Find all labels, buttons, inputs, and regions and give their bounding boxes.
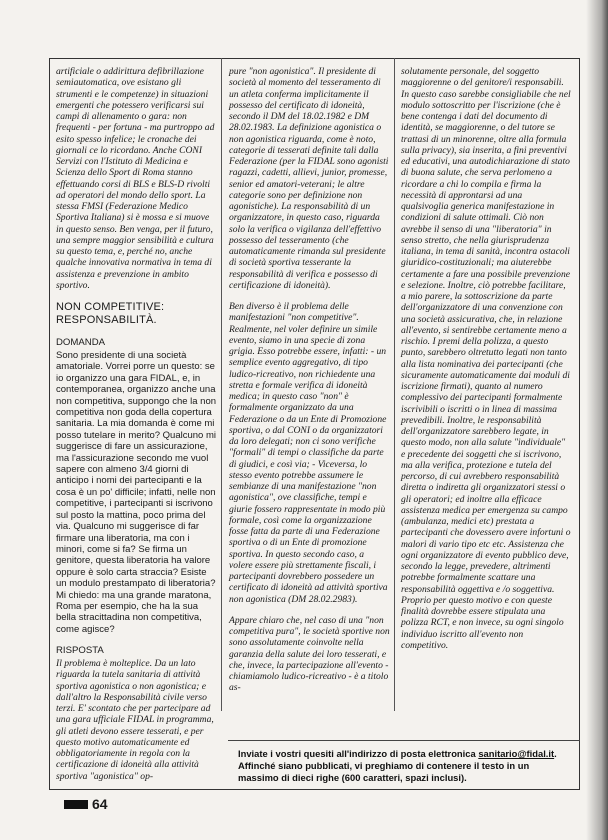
footer-rule [228, 740, 580, 741]
footer-text [238, 748, 572, 784]
question-text: Sono presidente di una società amatoriale. Vorrei porre un questo: se io organizzo una gara FIDAL, e, in contemporanea, organizzo anche una non competitiva, suppongo che la non competitiva non goda della copertura sanitaria. La mia domanda è come mi posso tutelare in merito? Qualcuno mi suggerisce di fare un assicurazione, ma l'assicurazione secondo me vuol sapere con almeno 3/4 giorni di anticipo i nomi dei partecipanti e la cosa è un po' difficile; infatti, nelle non competitive, i partecipanti si iscrivono sul posto la mattina, poco prima del via. Qualcuno mi suggerisce di far firmare una liberatoria, ma con i minori, come si fa? Se firma un genitore, questa liberatoria ha valore oppure è solo carta straccia? Esiste un modulo prestampato di liberatoria? Mi chiedo: ma una grande maratona, Roma per esempio, che ha la sua bella stracittadina non competitiva, come agisce? [56, 350, 217, 635]
column-3 [401, 66, 571, 736]
column-rule-1 [221, 58, 222, 711]
section-title [56, 301, 217, 327]
page-number-block [64, 800, 88, 809]
section-title-line-1: NON COMPETITIVE: [56, 301, 165, 313]
footer-text-before: Inviate i vostri quesiti all'indirizzo di posta elettronica [238, 748, 479, 759]
column-2 [229, 66, 390, 736]
column-rule-2 [394, 58, 395, 711]
page-edge-shadow [586, 0, 608, 840]
intro-paragraph: artificiale o addirittura defibrillazione semiautomatica, ove esistano gli strumenti e le competenze) in situazioni emergenti che potessero verificarsi sui campi di allenamento o gara: non frequenti - per fortuna - ma purtroppo ad esito spesso infelice; le cronache dei giornali ce lo ricordano. Anche CONI Servizi con l'Istituto di Medicina e Scienza dello Sport di Roma stanno effettuando corsi di BLS e BLS-D rivolti ad operatori del mondo dello sport. La stessa FMSI (Federazione Medico Sportiva Italiana) si è mossa e si muove in questo senso. Ben venga, per il futuro, una sempre maggior sensibilità e cultura su questo tema, e, perché no, anche qualche innovativa normativa in tema di assistenza e prevenzione in ambito sportivo. [56, 66, 215, 291]
col3-paragraph-1: solutamente personale, del soggetto maggiorenne o del genitore/i responsabili. In questo caso sarebbe consigliabile che nel modulo sottoscritto per l'iscrizione (che è bene contenga i dati del documento di identità, se maggiorenne, o del tutore se trattasi di un minorenne, oltre alla formula sulla privacy), sia inserita, a fini preventivi ed educativi, una autodichiarazione di stato di buona salute, che serva perlomeno a ricordare a chi lo compila e firma la necessità di approntarsi ad una qualsivoglia generica manifestazione in condizioni di salute ottimali. Ciò non avrebbe il senso di una "liberatoria" in senso stretto, che nella giurisprudenza italiana, in tema di sanità, incontra ostacoli giuridico-costituzionali; ma aiuterebbe certamente a fare una possibile prevenzione e selezione. Inoltre, ciò potrebbe facilitare, a mio parere, la sottoscrizione da parte dell'organizzatore di una convenzione con una società assicurativa, che, in relazione all'evento, si sentirebbe certamente meno a rischio. I premi della polizza, a questo punto, sarebbero oltretutto legati non tanto alla lista nominativa dei partecipanti (che sicuramente automaticamente dai moduli di iscrizione firmati), quanto al numero complessivo dei partecipanti formalmente iscrivibili o iscritti o in linea di massima prevedibili. Inoltre, le responsabilità dell'organizzatore sarebbero legate, in questo modo, non alla salute "individuale" e precedente dei soggetti che si iscrivono, ma alla verifica, protezione e tutela del percorso, di cui avrebbero responsabilità diretta o indiretta gli organizzatori stessi o gli operatori; ed inoltre alla efficace assistenza medica per emergenza su campo (ambulanza, medici etc) prestata a partecipanti che dovessero avere infortuni o malori di vario tipo etc etc. Assistenza che ogni organizzatore di evento pubblico deve, secondo la legge, prevedere, altrimenti potrebbe formalmente scattare una responsabilità oggettiva e /o soggettiva. Proprio per questo motivo e con queste finalità dovrebbe essere stipulata una polizza RCT, e non invece, su ogni singolo individuo iscritto all'evento non competitivo. [401, 66, 571, 651]
footer-text-after: . Affinché siano pubblicati, vi preghiamo di contenere il testo in un massimo di dieci righe (600 caratteri, spazi inclusi). [238, 748, 557, 783]
page-number [64, 797, 108, 811]
section-title-line-2: RESPONSABILITÀ. [56, 314, 157, 326]
footer-note [228, 743, 580, 790]
question-heading: DOMANDA [56, 337, 106, 348]
page-number-text: 64 [92, 796, 108, 812]
col2-paragraph-3: Appare chiaro che, nel caso di una "non competitiva pura", le società sportive non sono assolutamente coinvolte nella garanzia della salute dei loro tesserati, e che, invece, la partecipazione all'evento - chiamiamolo ludico-ricreativo - è a titolo as- [229, 614, 390, 694]
col2-paragraph-2: Ben diverso è il problema delle manifestazioni "non competitive". Realmente, nel voler definire un simile evento, siamo in una specie di zona grigia. Esso potrebbe essere, infatti: - un semplice evento aggregativo, di tipo ludico-ricreativo, non richiedente una stretta e formale verifica di idoneità medica; in questo caso "non" è formalmente organizzato da una Federazione o da un Ente di Promozione sportiva, o dal CONI o da organizzatori da loro delegati; non ci sono verifiche "formali" di tempi o classifiche da parte di giudici, e così via; - Viceversa, lo stesso evento potrebbe assumere le sembianze di una manifestazione "non agonistica", ove classifiche, tempi e giurie fossero rappresentate in modo più formale, così come la organizzazione fosse fatta da parte di una Federazione sportiva o di un Ente di promozione sportiva. In questo secondo caso, a volere essere più strettamente fiscali, i partecipanti dovrebbero possedere un certificato di idoneità ad attività sportiva non agonistica (DM 28.02.2983). [229, 301, 388, 605]
answer-heading: RISPOSTA [56, 645, 104, 657]
answer-text: Il problema è molteplice. Da un lato riguarda la tutela sanitaria di attività sportiva agonistica o non agonistica; e dall'altro la Responsabilità civile verso terzi. E' scontato che per partecipare ad una gara ufficiale FIDAL in programma, gli atleti devono essere tesserati, e per questo motivo automaticamente ed obbligatoriamente in regola con la certificazione di idoneità alla attività sportiva "agonistica" op- [56, 658, 214, 782]
column-1 [56, 66, 217, 782]
footer-email-link[interactable]: sanitario@fidal.it [478, 748, 555, 759]
col2-paragraph-1: pure "non agonistica". Il presidente di società al momento del tesseramento di un atleta conferma implicitamente il possesso del certificato di idoneità, secondo il DM del 18.02.1982 e DM 28.02.1983. La definizione agonistica o non agonistica riguarda, come è noto, categorie di tesserati definite tali dalla Federazione (per la FIDAL sono agonisti ragazzi, cadetti, allievi, junior, promesse, senior ed amatori-veterani; le altre categorie sono per definizione non agonistiche). La responsabilità di un organizzatore, in questo caso, riguarda solo la verifica o vigilanza dell'effettivo possesso del tesseramento (che automaticamente rimanda sul presidente di società sportiva tesserante la responsabilità di verifica e possesso di certificazione di idoneità). [229, 66, 389, 291]
